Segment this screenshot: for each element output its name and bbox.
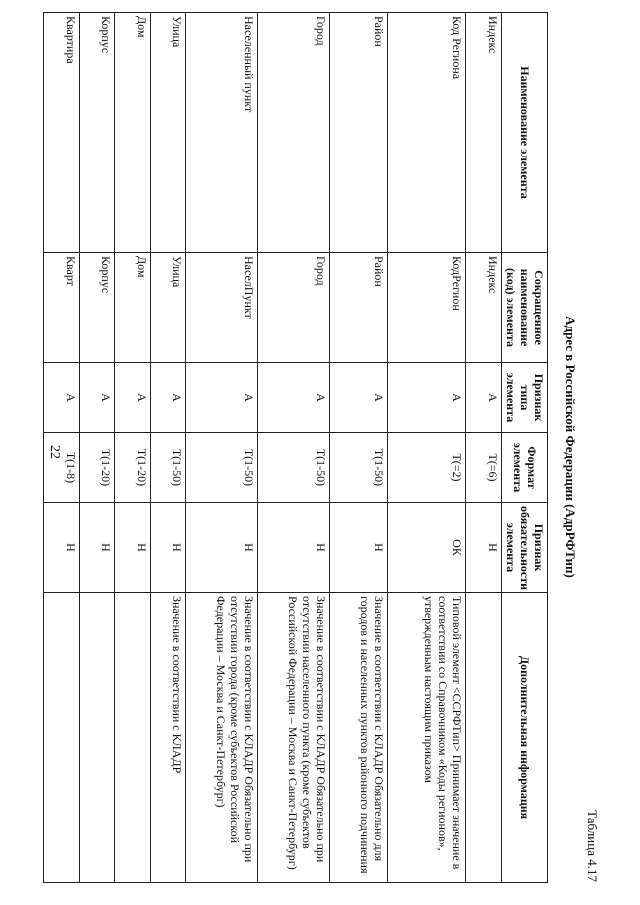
rotated-table-area: [40, 12, 600, 882]
cell-required: Н: [79, 503, 115, 593]
cell-code: Район: [330, 253, 388, 363]
cell-required: Н: [258, 503, 330, 593]
table-row: [44, 13, 80, 883]
header-name: Наименование элемента: [501, 13, 547, 253]
cell-code: Кварт: [44, 253, 80, 363]
cell-info: [44, 593, 80, 883]
header-required: Признак обязательности элемента: [501, 503, 547, 593]
cell-name: Район: [330, 13, 388, 253]
header-code: Сокращенное наименование (код) элемента: [501, 253, 547, 363]
cell-info: Значение в соответствии с КЛАДР: [150, 593, 186, 883]
cell-format: T(1-50): [330, 433, 388, 503]
cell-info: Типовой элемент <ССРФТип> Принимает значение в соответствии со Справочником «Коды регионов», утвержденным настоящим приказом: [388, 593, 466, 883]
table-row: [150, 13, 186, 883]
cell-code: Дом: [115, 253, 151, 363]
cell-code: Улица: [150, 253, 186, 363]
table-row: [115, 13, 151, 883]
cell-info: [79, 593, 115, 883]
cell-code: НаселПункт: [186, 253, 258, 363]
cell-info: Значение в соответствии с КЛАДР Обязательно для городов и населенных пунктов районного подчинения: [330, 593, 388, 883]
address-table: [43, 12, 548, 883]
cell-format: T(=2): [388, 433, 466, 503]
cell-format: T(1-50): [186, 433, 258, 503]
cell-code: КодРегион: [388, 253, 466, 363]
cell-info: Значение в соответствии с КЛАДР Обязательно при отсутствии населенного пункта (кроме субъектов Российской Федерации – Москва и Санкт-Петербург): [258, 593, 330, 883]
cell-type: А: [388, 363, 466, 433]
cell-name: Город: [258, 13, 330, 253]
header-format: Формат элемента: [501, 433, 547, 503]
cell-name: Корпус: [79, 13, 115, 253]
cell-required: ОК: [388, 503, 466, 593]
table-row: [330, 13, 388, 883]
cell-required: Н: [186, 503, 258, 593]
table-number: Таблица 4.17: [585, 810, 600, 882]
cell-required: Н: [150, 503, 186, 593]
cell-required: Н: [330, 503, 388, 593]
cell-required: Н: [466, 503, 502, 593]
cell-name: Дом: [115, 13, 151, 253]
cell-type: А: [466, 363, 502, 433]
header-type: Признак типа элемента: [501, 363, 547, 433]
cell-format: T(1-20): [79, 433, 115, 503]
table-row: [466, 13, 502, 883]
cell-format: T(1-50): [258, 433, 330, 503]
cell-name: Квартира: [44, 13, 80, 253]
cell-type: А: [150, 363, 186, 433]
cell-type: А: [79, 363, 115, 433]
table-row: [258, 13, 330, 883]
header-info: Дополнительная информация: [501, 593, 547, 883]
cell-code: Корпус: [79, 253, 115, 363]
cell-name: Индекс: [466, 13, 502, 253]
table-row: [186, 13, 258, 883]
cell-name: Улица: [150, 13, 186, 253]
table-row: [79, 13, 115, 883]
table-header-row: [501, 13, 547, 883]
table-title: Адрес в Российской Федерации (АдрРФТип): [563, 316, 578, 578]
cell-required: Н: [115, 503, 151, 593]
cell-info: [466, 593, 502, 883]
cell-type: А: [258, 363, 330, 433]
cell-name: Код Региона: [388, 13, 466, 253]
cell-info: Значение в соответствии с КЛАДР Обязательно при отсутствии города (кроме субъектов Российской Федерации – Москва и Санкт-Петербург): [186, 593, 258, 883]
cell-format: T(1-50): [150, 433, 186, 503]
cell-info: [115, 593, 151, 883]
cell-type: А: [44, 363, 80, 433]
cell-type: А: [330, 363, 388, 433]
cell-format: T(1-8): [44, 433, 80, 503]
cell-type: А: [115, 363, 151, 433]
cell-required: Н: [44, 503, 80, 593]
cell-code: Город: [258, 253, 330, 363]
page-number: 22: [47, 445, 62, 459]
cell-name: Населенный пункт: [186, 13, 258, 253]
cell-format: T(=6): [466, 433, 502, 503]
cell-code: Индекс: [466, 253, 502, 363]
table-row: [388, 13, 466, 883]
cell-type: А: [186, 363, 258, 433]
cell-format: T(1-20): [115, 433, 151, 503]
